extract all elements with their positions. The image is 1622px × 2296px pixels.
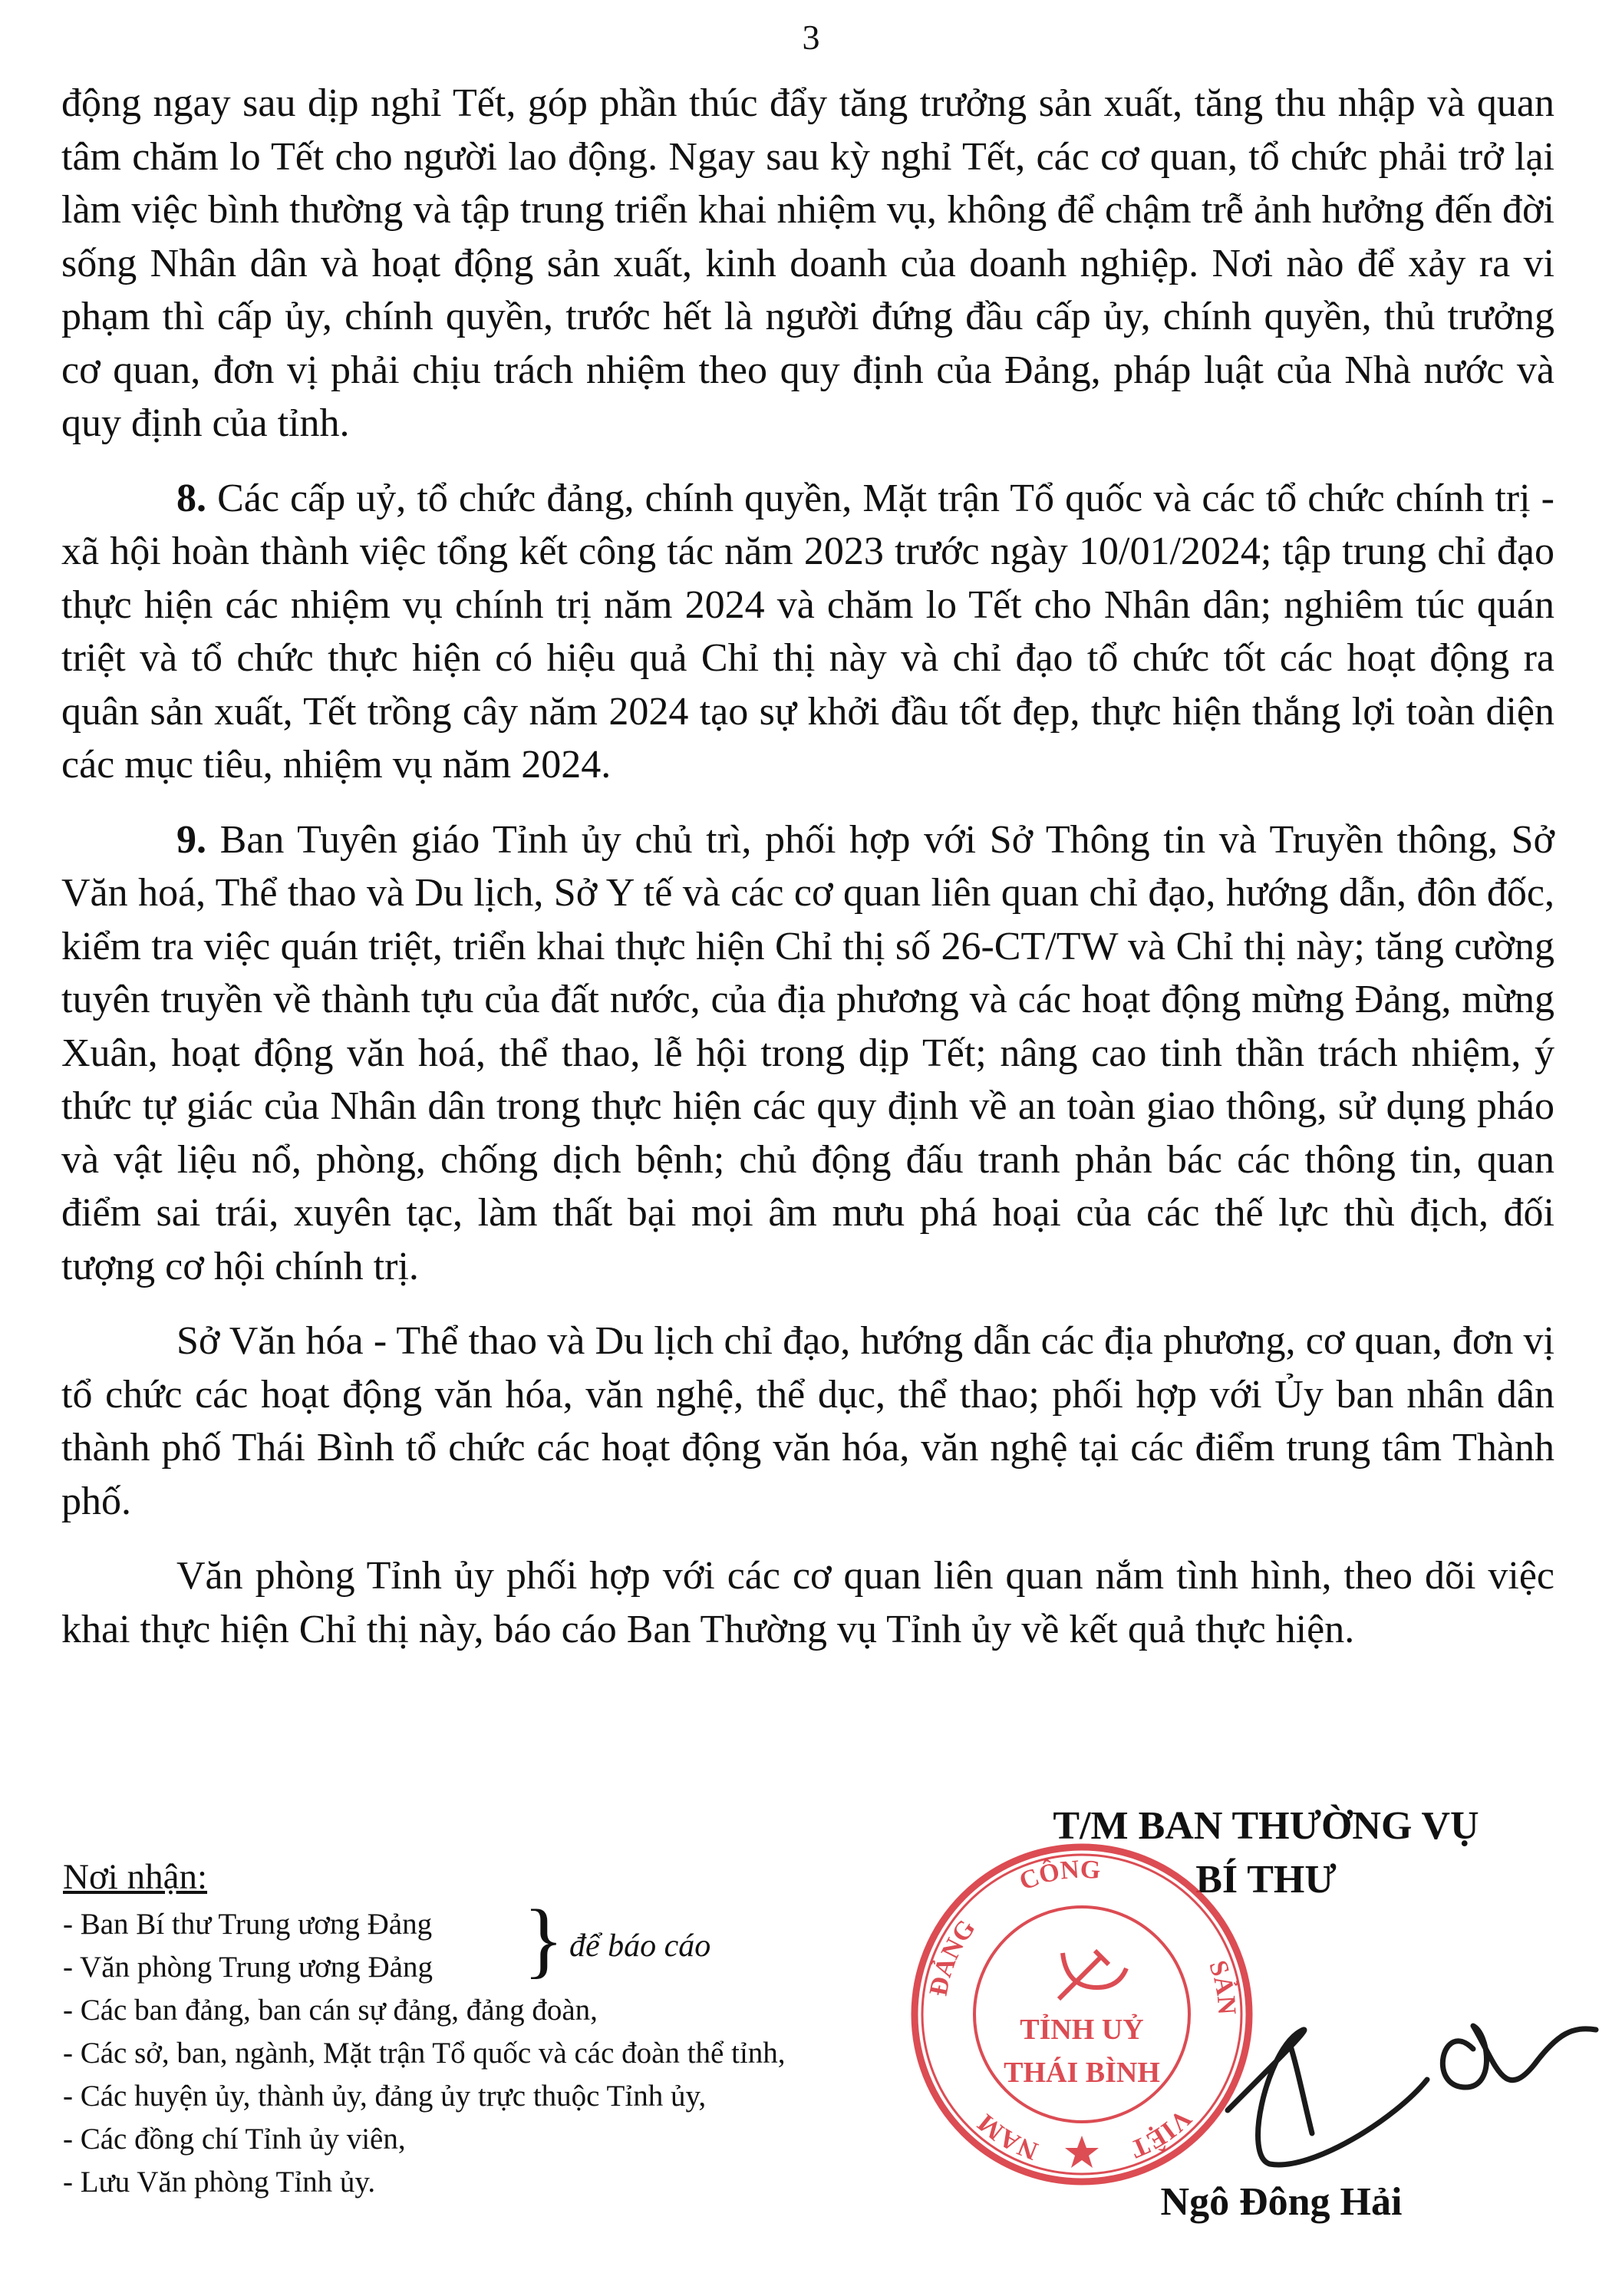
seal-ring-text: NAM [972, 2108, 1042, 2166]
page-number: 3 [802, 18, 820, 57]
position-label: BÍ THƯ [1195, 1858, 1337, 1902]
paragraph-9: 9. Ban Tuyên giáo Tỉnh ủy chủ trì, phối hợp với Sở Thông tin và Truyền thông, Sở Văn hoá, Thể thao và Du lịch, Sở Y tế và các cơ quan liên quan chỉ đạo, hướng dẫn, đôn đốc, kiểm tra việc quán triệt, triển khai thực hiện Chỉ thị số 26-CT/TW và Chỉ thị này; tăng cường tuyên truyền về thành tựu của đất nước, của địa phương và các hoạt động mừng Đảng, mừng Xuân, hoạt động văn hoá, thể thao, lễ hội trong dịp Tết; nâng cao tinh thần trách nhiệm, ý thức tự giác của Nhân dân trong thực hiện các quy định về an toàn giao thông, sử dụng pháo và vật liệu nổ, phòng, chống dịch bệnh; chủ động đấu tranh phản bác các thông tin, quan điểm sai trái, xuyên tạc, làm thất bại mọi âm mưu phá hoại của các thế lực thù địch, đối tượng cơ hội chính trị. [61, 817, 1554, 1288]
recipients-list [63, 1892, 984, 2204]
on-behalf-label: T/M BAN THƯỜNG VỤ [1053, 1804, 1479, 1848]
recipient-item: - Lưu Văn phòng Tỉnh ủy. [63, 2166, 376, 2199]
seal-center-line2: THÁI BÌNH [1004, 2057, 1160, 2089]
recipients-title: Nơi nhận: [63, 1857, 208, 1897]
recipients-block [63, 1856, 984, 2204]
seal-ring-text: CÔNG [1015, 1855, 1102, 1896]
hammer-sickle-icon [1059, 1951, 1126, 1999]
paragraph-culture-dept: Sở Văn hóa - Thể thao và Du lịch chỉ đạo, hướng dẫn các địa phương, cơ quan, đơn vị tổ chức các hoạt động văn hóa, văn nghệ, thể dục, thể thao; phối hợp với Ủy ban nhân dân thành phố Thái Bình tổ chức các hoạt động văn hóa, văn nghệ tại các điểm trung tâm Thành phố. [61, 1319, 1554, 1523]
recipient-item: - Các ban đảng, ban cán sự đảng, đảng đoàn, [63, 1994, 598, 2027]
paragraph-number: 9. [176, 817, 206, 862]
signer-name: Ngô Đông Hải [1160, 2180, 1403, 2224]
document-body [61, 77, 1554, 1656]
seal-ring-text: SẢN [1203, 1957, 1241, 2016]
recipient-item: - Ban Bí thư Trung ương Đảng [63, 1908, 433, 1941]
paragraph-office: Văn phòng Tỉnh ủy phối hợp với các cơ quan liên quan nắm tình hình, theo dõi việc khai thực hiện Chỉ thị này, báo cáo Ban Thường vụ Tỉnh ủy về kết quả thực hiện. [61, 1554, 1554, 1651]
recipient-item: - Các huyện ủy, thành ủy, đảng ủy trực thuộc Tỉnh ủy, [63, 2080, 707, 2113]
seal-ring-text: ĐẢNG [924, 1914, 981, 1999]
star-icon [1065, 2136, 1099, 2168]
seal-ring-text: VIỆT [1126, 2103, 1197, 2164]
paragraph-number: 8. [176, 476, 206, 520]
brace-symbol: } [523, 1892, 564, 1986]
recipient-item: - Các sở, ban, ngành, Mặt trận Tổ quốc và các đoàn thể tỉnh, [63, 2037, 786, 2070]
paragraph-continuation: động ngay sau dịp nghỉ Tết, góp phần thúc đẩy tăng trưởng sản xuất, tăng thu nhập và quan tâm chăm lo Tết cho người lao động. Ngay sau kỳ nghỉ Tết, các cơ quan, tổ chức phải trở lại làm việc bình thường và tập trung triển khai nhiệm vụ, không để chậm trễ ảnh hưởng đến đời sống Nhân dân và hoạt động sản xuất, kinh doanh của doanh nghiệp. Nơi nào để xảy ra vi phạm thì cấp ủy, chính quyền, trước hết là người đứng đầu cấp ủy, chính quyền, thủ trưởng cơ quan, đơn vị phải chịu trách nhiệm theo quy định của Đảng, pháp luật của Nhà nước và quy định của tỉnh. [61, 81, 1554, 445]
paragraph-8: 8. Các cấp uỷ, tổ chức đảng, chính quyền, Mặt trận Tổ quốc và các tổ chức chính trị - xã hội hoàn thành việc tổng kết công tác năm 2023 trước ngày 10/01/2024; tập trung chỉ đạo thực hiện các nhiệm vụ chính trị năm 2024 và chăm lo Tết cho Nhân dân; nghiêm túc quán triệt và tổ chức thực hiện có hiệu quả Chỉ thị này và chỉ đạo tổ chức tốt các hoạt động ra quân sản xuất, Tết trồng cây năm 2024 tạo sự khởi đầu tốt đẹp, thực hiện thắng lợi toàn diện các mục tiêu, nhiệm vụ năm 2024. [61, 476, 1554, 787]
report-note: để báo cáo [569, 1928, 711, 1964]
recipient-item: - Các đồng chí Tỉnh ủy viên, [63, 2123, 406, 2156]
recipient-item: - Văn phòng Trung ương Đảng [63, 1951, 433, 1984]
seal-center-line1: TỈNH UỶ [1020, 2014, 1144, 2046]
